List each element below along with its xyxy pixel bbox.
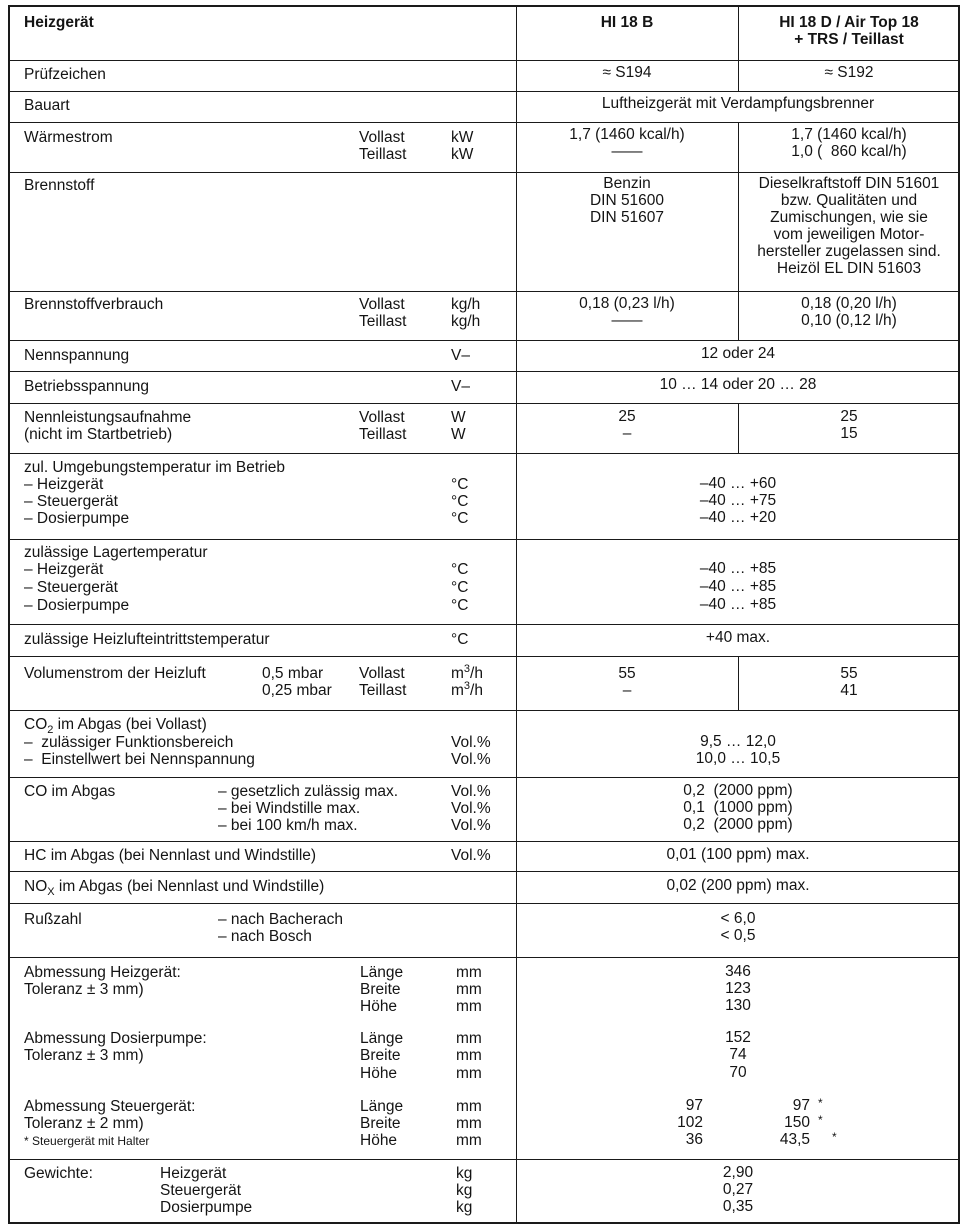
header-label: Heizgerät (24, 14, 94, 31)
abm-steuer-dim-2: Höhe (360, 1132, 398, 1149)
abm-steuer-c1-2: 36 (685, 1131, 703, 1148)
co-label: CO im Abgas (24, 783, 116, 800)
volumen-label: Volumenstrom der Heizluft (24, 665, 206, 682)
gewichte-value-0: 2,90 (722, 1164, 754, 1181)
abm-heiz-dim-0: Länge (360, 964, 404, 981)
row-divider (10, 871, 958, 872)
waerme-c2-voll: 1,7 (1460 kcal/h) (791, 126, 907, 143)
abm-dosier-value-0: 152 (725, 1029, 751, 1046)
co2-value-1: 10,0 … 10,5 (695, 750, 781, 767)
nennleist-c1-teil: – (622, 425, 632, 442)
brennstoff-c2-3: vom jeweiligen Motor- (773, 226, 925, 243)
gewichte-label: Gewichte: (24, 1165, 93, 1182)
heizluftein-unit: °C (451, 631, 469, 648)
nennleist-unit2: W (451, 426, 466, 443)
brennstoff-c1-2: DIN 51607 (589, 209, 665, 226)
abm-dosier-title: Abmessung Dosierpumpe: (24, 1030, 207, 1047)
co2-title: $CO_2$ im Abgas (bei Vollast) (24, 716, 207, 737)
abm-dosier-dim-0: Länge (360, 1030, 404, 1047)
abm-dosier-value-1: 74 (729, 1046, 747, 1063)
waerme-teil: Teillast (359, 146, 407, 163)
row-divider (10, 1159, 958, 1160)
abm-heiz-tol: Toleranz ± 3 mm) (24, 981, 144, 998)
abm-heiz-unit-2: mm (456, 998, 482, 1015)
header-col-hi18b: HI 18 B (600, 14, 654, 31)
volumen-p1: 0,5 mbar (262, 665, 324, 682)
gewichte-item-1: Steuergerät (160, 1182, 241, 1199)
nox-value: 0,02 (200 ppm) max. (666, 877, 810, 894)
umgeb-item-0: – Heizgerät (24, 476, 104, 493)
abm-dosier-unit-1: mm (456, 1047, 482, 1064)
abm-dosier-dim-2: Höhe (360, 1065, 398, 1082)
abm-heiz-unit-1: mm (456, 981, 482, 998)
brennstoff-c2-2: Zumischungen, wie sie (770, 209, 928, 226)
abm-steuer-unit-2: mm (456, 1132, 482, 1149)
nennsp-value: 12 oder 24 (700, 345, 776, 362)
lager-unit-1: °C (451, 579, 469, 596)
abm-heiz-value-0: 346 (725, 963, 751, 980)
verbrauch-label: Brennstoffverbrauch (24, 296, 164, 313)
nennsp-label: Nennspannung (24, 347, 130, 364)
pruef-col1: ≈ S194 (602, 64, 652, 81)
brennstoff-c1-0: Benzin (603, 175, 651, 192)
volumen-voll: Vollast (359, 665, 405, 682)
abm-steuer-unit-0: mm (456, 1098, 482, 1115)
umgeb-value-2: –40 … +20 (699, 509, 777, 526)
co2-value-0: 9,5 … 12,0 (700, 733, 776, 750)
gewichte-unit-1: kg (456, 1182, 473, 1199)
nox-label: $NO_X$ im Abgas (bei Nennlast und Windstille) (24, 878, 325, 899)
abm-steuer-star-0: * (818, 1096, 823, 1110)
verbrauch-c2-teil: 0,10 (0,12 l/h) (801, 312, 897, 329)
umgeb-item-2: – Dosierpumpe (24, 510, 130, 527)
pruef-label: Prüfzeichen (24, 66, 106, 83)
lager-item-2: – Dosierpumpe (24, 597, 130, 614)
abm-steuer-title: Abmessung Steuergerät: (24, 1098, 196, 1115)
volumen-c2-voll: 55 (840, 665, 858, 682)
header-col-hi18d-line2: + TRS / Teillast (794, 31, 904, 48)
co-item-1: – bei Windstille max. (218, 800, 361, 817)
abm-heiz-dim-1: Breite (360, 981, 401, 998)
co2-unit-1: Vol.% (451, 751, 491, 768)
abm-steuer-dim-1: Breite (360, 1115, 401, 1132)
volumen-p2: 0,25 mbar (262, 682, 332, 699)
pruef-col2: ≈ S192 (824, 64, 874, 81)
row-divider (10, 91, 958, 92)
nennleist-c1-voll: 25 (618, 408, 636, 425)
row-divider (10, 340, 958, 341)
volumen-c2-teil: 41 (840, 682, 858, 699)
brennstoff-c1-1: DIN 51600 (589, 192, 665, 209)
abm-dosier-unit-0: mm (456, 1030, 482, 1047)
lager-title: zulässige Lagertemperatur (24, 544, 208, 561)
bauart-label: Bauart (24, 97, 70, 114)
row-divider (10, 371, 958, 372)
abm-heiz-value-1: 123 (725, 980, 751, 997)
umgeb-unit-1: °C (451, 493, 469, 510)
abm-steuer-note: * Steuergerät mit Halter (24, 1134, 150, 1148)
row-divider (10, 624, 958, 625)
waerme-c2-teil: 1,0 ( 860 kcal/h) (791, 143, 907, 160)
co-value-2: 0,2 (2000 ppm) (683, 816, 793, 833)
nennsp-unit: V– (451, 347, 470, 364)
lager-value-2: –40 … +85 (699, 596, 777, 613)
waerme-voll: Vollast (359, 129, 405, 146)
verbrauch-c2-voll: 0,18 (0,20 l/h) (801, 295, 897, 312)
brennstoff-c2-4: hersteller zugelassen sind. (757, 243, 941, 260)
russ-item-0: – nach Bacherach (218, 911, 343, 928)
betriebsp-value: 10 … 14 oder 20 … 28 (659, 376, 817, 393)
abm-steuer-c2-1: 150 (784, 1114, 810, 1131)
verbrauch-c1-voll: 0,18 (0,23 l/h) (579, 295, 675, 312)
abm-steuer-star-2: * (832, 1130, 837, 1144)
spec-table (8, 5, 960, 1224)
row-divider (10, 453, 958, 454)
hc-value: 0,01 (100 ppm) max. (666, 846, 810, 863)
gewichte-value-2: 0,35 (722, 1198, 754, 1215)
row-divider (10, 710, 958, 711)
co2-item-1: – Einstellwert bei Nennspannung (24, 751, 255, 768)
abm-steuer-tol: Toleranz ± 2 mm) (24, 1115, 144, 1132)
abm-dosier-tol: Toleranz ± 3 mm) (24, 1047, 144, 1064)
brennstoff-c2-5: Heizöl EL DIN 51603 (776, 260, 922, 277)
verbrauch-c1-teil: —— (611, 312, 643, 329)
nennleist-c2-voll: 25 (840, 408, 858, 425)
nennleist-c2-teil: 15 (840, 425, 858, 442)
abm-steuer-dim-0: Länge (360, 1098, 404, 1115)
volumen-c1-voll: 55 (618, 665, 636, 682)
co-item-0: – gesetzlich zulässig max. (218, 783, 399, 800)
row-divider (10, 841, 958, 842)
volumen-unit1: $m^3/h$ (451, 662, 483, 682)
heizluftein-label: zulässige Heizlufteintrittstemperatur (24, 631, 270, 648)
abm-steuer-c1-0: 97 (685, 1097, 703, 1114)
umgeb-value-1: –40 … +75 (699, 492, 777, 509)
hc-label: HC im Abgas (bei Nennlast und Windstille) (24, 847, 317, 864)
abm-heiz-value-2: 130 (725, 997, 751, 1014)
abm-steuer-star-1: * (818, 1113, 823, 1127)
volumen-unit2: $m^3/h$ (451, 679, 483, 699)
nennleist-unit1: W (451, 409, 466, 426)
volumen-c1-teil: – (622, 682, 632, 699)
russ-value-0: < 6,0 (720, 910, 756, 927)
row-divider (10, 656, 958, 657)
lager-value-0: –40 … +85 (699, 560, 777, 577)
russ-label: Rußzahl (24, 911, 82, 928)
co-value-1: 0,1 (1000 ppm) (683, 799, 793, 816)
abm-steuer-unit-1: mm (456, 1115, 482, 1132)
abm-dosier-value-2: 70 (729, 1064, 747, 1081)
nennleist-teil: Teillast (359, 426, 407, 443)
russ-value-1: < 0,5 (720, 927, 756, 944)
bauart-value: Luftheizgerät mit Verdampfungsbrenner (601, 95, 875, 112)
gewichte-unit-0: kg (456, 1165, 473, 1182)
lager-item-1: – Steuergerät (24, 579, 118, 596)
abm-dosier-dim-1: Breite (360, 1047, 401, 1064)
abm-dosier-unit-2: mm (456, 1065, 482, 1082)
verbrauch-teil: Teillast (359, 313, 407, 330)
co-unit-1: Vol.% (451, 800, 491, 817)
waerme-c1-voll: 1,7 (1460 kcal/h) (569, 126, 685, 143)
verbrauch-unit2: kg/h (451, 313, 481, 330)
brennstoff-c2-0: Dieselkraftstoff DIN 51601 (758, 175, 940, 192)
gewichte-value-1: 0,27 (722, 1181, 754, 1198)
lager-unit-0: °C (451, 561, 469, 578)
betriebsp-unit: V– (451, 378, 470, 395)
nennleist-voll: Vollast (359, 409, 405, 426)
row-divider (10, 172, 958, 173)
row-divider (10, 403, 958, 404)
abm-steuer-c1-1: 102 (677, 1114, 703, 1131)
co-value-0: 0,2 (2000 ppm) (683, 782, 793, 799)
lager-value-1: –40 … +85 (699, 578, 777, 595)
heizluftein-value: +40 max. (705, 629, 771, 646)
co-item-2: – bei 100 km/h max. (218, 817, 358, 834)
row-divider (10, 539, 958, 540)
gewichte-item-0: Heizgerät (160, 1165, 227, 1182)
gewichte-item-2: Dosierpumpe (160, 1199, 253, 1216)
umgeb-item-1: – Steuergerät (24, 493, 118, 510)
umgeb-value-0: –40 … +60 (699, 475, 777, 492)
abm-steuer-c2-2: 43,5 (779, 1131, 810, 1148)
row-divider (10, 957, 958, 958)
waerme-c1-teil: —— (611, 143, 643, 160)
volumen-teil: Teillast (359, 682, 407, 699)
header-col-hi18d-line1: HI 18 D / Air Top 18 (779, 14, 919, 31)
row-divider (10, 777, 958, 778)
nennleist-label1: Nennleistungsaufnahme (24, 409, 192, 426)
waerme-unit1: kW (451, 129, 474, 146)
co-unit-2: Vol.% (451, 817, 491, 834)
abm-heiz-dim-2: Höhe (360, 998, 398, 1015)
umgeb-unit-2: °C (451, 510, 469, 527)
betriebsp-label: Betriebsspannung (24, 378, 149, 395)
co2-item-0: – zulässiger Funktionsbereich (24, 734, 234, 751)
abm-heiz-title: Abmessung Heizgerät: (24, 964, 181, 981)
row-divider (10, 60, 958, 61)
abm-heiz-unit-0: mm (456, 964, 482, 981)
abm-steuer-c2-0: 97 (792, 1097, 810, 1114)
nennleist-label2: (nicht im Startbetrieb) (24, 426, 173, 443)
brennstoff-c2-1: bzw. Qualitäten und (780, 192, 918, 209)
co-unit-0: Vol.% (451, 783, 491, 800)
waerme-label: Wärmestrom (24, 129, 113, 146)
gewichte-unit-2: kg (456, 1199, 473, 1216)
lager-item-0: – Heizgerät (24, 561, 104, 578)
umgeb-title: zul. Umgebungstemperatur im Betrieb (24, 459, 286, 476)
row-divider (10, 122, 958, 123)
co2-unit-0: Vol.% (451, 734, 491, 751)
verbrauch-unit1: kg/h (451, 296, 481, 313)
waerme-unit2: kW (451, 146, 474, 163)
row-divider (10, 291, 958, 292)
row-divider (10, 903, 958, 904)
umgeb-unit-0: °C (451, 476, 469, 493)
verbrauch-voll: Vollast (359, 296, 405, 313)
hc-unit: Vol.% (451, 847, 491, 864)
brennstoff-label: Brennstoff (24, 177, 95, 194)
russ-item-1: – nach Bosch (218, 928, 312, 945)
lager-unit-2: °C (451, 597, 469, 614)
